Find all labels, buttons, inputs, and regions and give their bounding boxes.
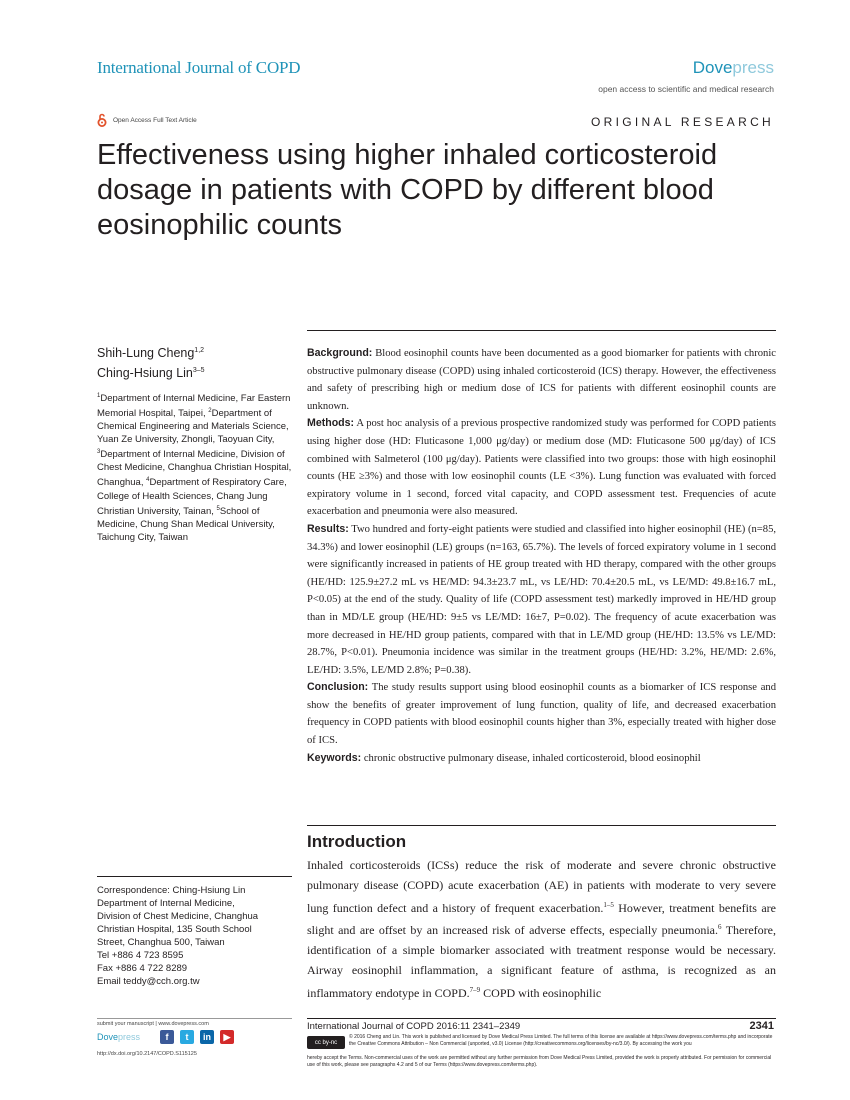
citation-ref[interactable]: 7–9	[469, 985, 481, 994]
affiliations: $^1$Department of Internal Medicine, Far Eastern Memorial Hospital, Taipei, $^2$Department of Chemical Engineering and Materials Science, Yuan Ze University, Zhongli, Taoyuan City, $^3$Department of Internal Medicine, Division of Chest Medicine, Changhua Christian Hospital, Changhua, $^4$Department of Respiratory Care, College of Health Sciences, Chang Jung Christian University, Tainan, $^5$School of Medicine, Chung Shan Medical University, Taichung City, Taiwan	[97, 393, 292, 543]
citation-ref[interactable]: 1–5	[603, 900, 614, 909]
submit-manuscript-link[interactable]: submit your manuscript | www.dovepress.com	[97, 1021, 209, 1027]
abstract-methods: Methods: A post hoc analysis of a previous prospective randomized study was performed for COPD patients using higher dose (HD: Fluticasone 1,000 μg/day) or medium dose (MD: Fluticasone 500 μg/day) of ICS combined with Salmeterol (100 μg/day). Patients were classified into two groups: those with high eosinophil counts (HE ≥3%) and those with low eosinophil counts (LE <3%). Lung function was evaluated with forced expiratory volume in 1 second, forced vital capacity, and COPD assessment test. Frequencies of acute exacerbation and pneumonia were also measured.	[307, 417, 776, 518]
author-list	[97, 342, 205, 382]
intro-paragraph: Inhaled corticosteroids (ICSs) reduce the risk of moderate and severe chronic obstructive pulmonary disease (COPD) acute exacerbation (AE) in patients with moderate to very severe lung function defect and a history of frequent exacerbation.$^{1-5}$ However, treatment benefits are slight and are offset by an increased risk of adverse effects, especially pneumonia.$^6$ Therefore, identification of a simple biomarker associated with treatment response would be necessary. Airway eosinophil inflammation, a significant feature of asthma, is recognized as an inflammatory endotype in COPD.$^{7-9}$ COPD with eosinophilic	[307, 858, 776, 1000]
author: Shih-Lung Cheng$^{1,2}$	[97, 346, 205, 361]
abstract-keywords: Keywords: chronic obstructive pulmonary disease, inhaled corticosteroid, blood eosinophil	[307, 751, 701, 764]
abstract-results: Results: Two hundred and forty-eight patients were studied and classified into higher eosinophil (HE) (n=85, 34.3%) and lower eosinophil (LE) groups (n=163, 65.7%). The levels of forced expiratory volume in 1 second were significantly increased in patients of HE group treated with HD therapy, compared with the other groups (HE/HD: 125.9±27.2 mL vs HE/MD: 94.3±23.7 mL, vs LE/HD: 70.4±20.5 mL, vs LE/MD: 49.8±16.7 mL, P<0.05) at the end of the study. Quality of life (COPD assessment test) markedly improved in HE/HD group than in MD/LE group (HE/HD: 9±5 vs LE/MD: 16±7, P=0.02). The frequency of acute exacerbation was more decreased in HE/HD group patients, compared with that in LE/MD group (HE/HD: 13.5% vs LE/MD: 28.7%, P<0.01). Pneumonia incidence was similar in the treatment groups (HE/HD: 3.2%, HE/MD: 2.6%, LE/HD: 3.5%, LE/MD 2.8%; P=0.38).	[307, 522, 777, 676]
footer-citation: International Journal of COPD 2016:11 2341–2349	[307, 1021, 521, 1032]
abstract	[307, 345, 776, 767]
correspondence-divider	[97, 876, 292, 877]
open-access-text: Open Access Full Text Article	[113, 116, 197, 124]
footer-publisher-logo[interactable]: Dovepress	[97, 1032, 141, 1042]
journal-title[interactable]: International Journal of COPD	[97, 58, 301, 77]
social-links	[160, 1030, 234, 1044]
article-title: Effectiveness using higher inhaled corticosteroid dosage in patients with COPD by different blood eosinophilic counts	[97, 139, 718, 241]
page-number: 2341	[749, 1020, 774, 1032]
correspondence-line: Department of Internal Medicine,	[97, 898, 235, 909]
article-type: ORIGINAL RESEARCH	[590, 115, 774, 129]
correspondence-line: Street, Changhua 500, Taiwan	[97, 937, 225, 948]
correspondence-line: Correspondence: Ching-Hsiung Lin	[97, 885, 246, 896]
abstract-conclusion: Conclusion: The study results support using blood eosinophil counts as a biomarker of ICS response and show the benefits of greater improvement of lung function, quality of life, and decreased exacerbation frequency in COPD patients with blood eosinophil counts higher than 3%, especially treated with higher dose of ICS.	[307, 681, 776, 747]
intro-heading: Introduction	[307, 832, 407, 851]
correspondence	[97, 884, 297, 988]
footer-divider	[307, 1018, 776, 1019]
abstract-background: Background: Blood eosinophil counts have been documented as a good biomarker for patients with chronic obstructive pulmonary disease (COPD) using inhaled corticosteroid (ICS) therapy. However, the effectiveness and safety of prescribing high or medium dose of ICS for patients with different eosinophil counts are unknown.	[307, 347, 776, 412]
license-text: hereby accept the Terms. Non-commercial uses of the work are permitted without any further permission from Dove Medical Press Limited, provided the work is properly attributed. For permission for commercial use of this work, please see paragraphs 4.2 and 5 of our Terms (https://www.dovepress.com/terms.php).	[307, 1055, 772, 1069]
intro-divider	[307, 825, 776, 826]
correspondence-line: Fax +886 4 722 8289	[97, 963, 188, 974]
correspondence-line: Christian Hospital, 135 South School	[97, 924, 252, 935]
citation-ref[interactable]: 6	[718, 923, 722, 932]
correspondence-line: Tel +886 4 723 8595	[97, 950, 184, 961]
doi-link[interactable]: http://dx.doi.org/10.2147/COPD.S115125	[97, 1051, 197, 1057]
linkedin-icon[interactable]: in	[200, 1030, 214, 1044]
open-access-label	[97, 113, 197, 127]
author: Ching-Hsiung Lin$^{3-5}$	[97, 366, 205, 381]
publisher-logo-light: press	[732, 58, 774, 77]
abstract-divider	[307, 330, 776, 331]
twitter-icon[interactable]: t	[180, 1030, 194, 1044]
publisher-logo-main: Dove	[692, 58, 733, 77]
license-text: © 2016 Cheng and Lin. This work is published and licensed by Dove Medical Press Limited. The full terms of this license are available at https://www.dovepress.com/terms.php and incorporate the Creative Commons Attribution – Non Commercial (unported, v3.0) License (http://creativecommons.org/licenses/by-nc/3.0/). By accessing the work you	[349, 1034, 773, 1048]
correspondence-email[interactable]: Email teddy@cch.org.tw	[97, 976, 200, 987]
open-access-icon	[97, 113, 107, 127]
footer-divider	[97, 1018, 292, 1019]
publisher-logo[interactable]	[693, 58, 774, 78]
youtube-icon[interactable]: ▶	[220, 1030, 234, 1044]
creative-commons-badge[interactable]: cc by-nc	[307, 1036, 345, 1049]
publisher-tagline: open access to scientific and medical research	[598, 84, 774, 94]
facebook-icon[interactable]: f	[160, 1030, 174, 1044]
correspondence-line: Division of Chest Medicine, Changhua	[97, 911, 259, 922]
